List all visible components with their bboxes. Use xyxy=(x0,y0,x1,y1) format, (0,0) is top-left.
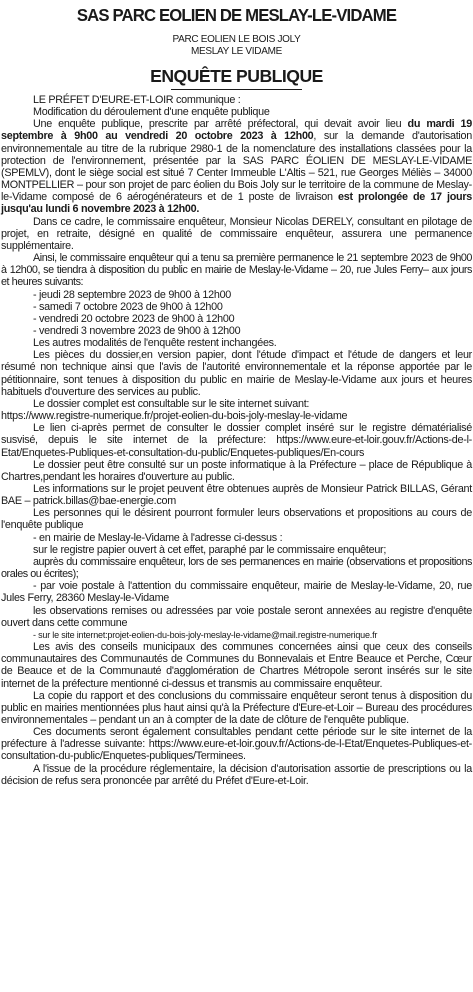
town-hall-item: - en mairie de Meslay-le-Vidame à l'adresse ci-dessus : xyxy=(33,531,283,544)
commune-name: MESLAY LE VIDAME xyxy=(191,46,282,57)
prefect-line: LE PRÉFET D'EURE-ET-LOIR communique : xyxy=(33,94,241,106)
heading-underline xyxy=(171,89,302,90)
report-availability-paragraph: La copie du rapport et des conclusions du commissaire enquêteur seront tenus à disposition du public en mairies mentionnées plus haut ainsi qu'à la Préfecture d'Eure-et-Loir – Bureau des procédures environnementales – pendant un an à compter de la date de clôture de l'enquête publique. xyxy=(1,689,472,726)
date-item: - vendredi 3 novembre 2023 de 9h00 à 12h00 xyxy=(33,324,241,337)
online-dossier-line: Le dossier complet est consultable sur le site internet suivant: xyxy=(33,397,310,410)
prefecture-link-paragraph: Le lien ci-après permet de consulter le dossier complet inséré sur le registre dématérialisé susvisé, depuis le site internet de la préfecture: https://www.eure-et-loir.gouv.fr/Actions-de-l-Etat/Enquetes-Publiques-et-consultation-du-public/Enquetes-publiques/En-cours xyxy=(1,422,472,459)
documents-paragraph: Les pièces du dossier,en version papier, dont l'étude d'impact et l'étude de dangers et leur résumé non technique ainsi que l'avis de l'autorité environnementale et la réponse apportée par le pétitionnaire, sont tenues à disposition du public en mairie de Meslay-le-Vidame aux jours et heures habituels d'ouverture des services au public. xyxy=(1,349,472,398)
extension-notice: est prolongée de 17 jours jusqu'au lundi 6 novembre 2023 à 12h00. xyxy=(1,191,473,216)
company-title: SAS PARC EOLIEN DE MESLAY-LE-VIDAME xyxy=(76,5,397,25)
paper-register-item: sur le registre papier ouvert à cet effet, paraphé par le commissaire enquêteur; xyxy=(33,543,387,556)
commissioner-paragraph: Dans ce cadre, le commissaire enquêteur, Monsieur Nicolas DERELY, consultant en pilotage de projet, en retraite, désigné en qualité de commissaire enquêteur, assurera une permanence supplémentaire. xyxy=(1,215,472,252)
in-person-item: auprès du commissaire enquêteur, lors de ses permanences en mairie (observations et propositions orales ou écrites); xyxy=(1,555,472,581)
contact-paragraph: Les informations sur le projet peuvent être obtenues auprès de Monsieur Patrick BILLAS, Gérant BAE – patrick.billas@bae-energie.com xyxy=(1,483,472,508)
final-decision-paragraph: A l'issue de la procédure réglementaire, la décision d'autorisation assortie de prescriptions ou la décision de refus sera prononcée par arrêté du Préfet d'Eure-et-Loir. xyxy=(1,762,472,787)
registry-link[interactable]: https://www.registre-numerique.fr/projet-eolien-du-bois-joly-meslay-le-vidame xyxy=(1,410,348,423)
enquiry-paragraph xyxy=(1,118,472,215)
email-item[interactable]: - sur le site internet:projet-eolien-du-bois-joly-meslay-le-vidame@mail.registre-numerique.fr xyxy=(33,629,378,640)
council-opinions-paragraph: Les avis des conseils municipaux des communes concernées ainsi que ceux des conseils communautaires des Communautés de Communes du Bonnevalais et Entre Beauce et Perche, Cœur de Beauce et de la Communauté d'agglomération de Chartres Métropole seront insérés sur le site internet de la préfecture mentionné ci-dessus et transmis au commissaire enquêteur. xyxy=(1,641,472,690)
project-name: PARC EOLIEN LE BOIS JOLY xyxy=(172,34,301,45)
date-item: - vendredi 20 octobre 2023 de 9h00 à 12h00 xyxy=(33,312,235,325)
date-item: - jeudi 28 septembre 2023 de 9h00 à 12h00 xyxy=(33,288,232,301)
modification-line: Modification du déroulement d'une enquête publique xyxy=(33,106,270,119)
notice-heading: ENQUÊTE PUBLIQUE xyxy=(150,66,323,86)
notice-body xyxy=(1,94,472,787)
postal-item: - par voie postale à l'attention du commissaire enquêteur, mairie de Meslay-le-Vidame, 20, rue Jules Ferry, 28360 Meslay-le-Vidame xyxy=(1,580,472,605)
date-item: - samedi 7 octobre 2023 de 9h00 à 12h00 xyxy=(33,300,223,313)
unchanged-line: Les autres modalités de l'enquête restent inchangées. xyxy=(33,337,277,350)
initial-dates: du mardi 19 septembre à 9h00 au vendredi 20 octobre 2023 à 12h00 xyxy=(1,118,472,143)
observations-paragraph: Les personnes qui le désirent pourront formuler leurs observations et propositions au cours de l'enquête publique xyxy=(1,507,472,532)
report-online-paragraph: Ces documents seront également consultables pendant cette période sur le site internet de la préfecture à l'adresse suivante: https://www.eure-et-loir.gouv.fr/Actions-de-l-Etat/Enquetes-Publiques-et-consultation-du-public/Enquetes-publiques/Terminees. xyxy=(1,726,472,763)
postal-annex-line: les observations remises ou adressées par voie postale seront annexées au registre d'enquête ouvert dans cette commune xyxy=(1,604,472,629)
enquiry-details: , sur la demande d'autorisation environnementale au titre de la rubrique 2980-1 de la nomenclature des installations classées pour la protection de l'environnement, présentée par la SAS PARC ÉOLIEN DE MESLAY-LE-VIDAME (SPEMLV), dont le siège social est situé 7 Center Immeuble L'Altis – 521, rue Georges Méliès – 34000 MONTPELLIER – pour son projet de parc éolien du Bois Joly sur le territoire de la commune de Meslay-le-Vidame composé de 6 aérogénérateurs et de 1 poste de livraison xyxy=(1,130,472,204)
computer-access-paragraph: Le dossier peut être consulté sur un poste informatique à la Préfecture – place de République à Chartres,pendant les horaires d'ouverture au public. xyxy=(1,458,472,483)
enquiry-intro: Une enquête publique, prescrite par arrêté préfectoral, qui devait avoir lieu xyxy=(33,118,408,131)
permanence-paragraph: Ainsi, le commissaire enquêteur qui a tenu sa première permanence le 21 septembre 2023 de 9h00 à 12h00, se tiendra à disposition du public en mairie de Meslay-le-Vidame – 20, rue Jules Ferry– aux jours et heures suivants: xyxy=(1,252,472,289)
